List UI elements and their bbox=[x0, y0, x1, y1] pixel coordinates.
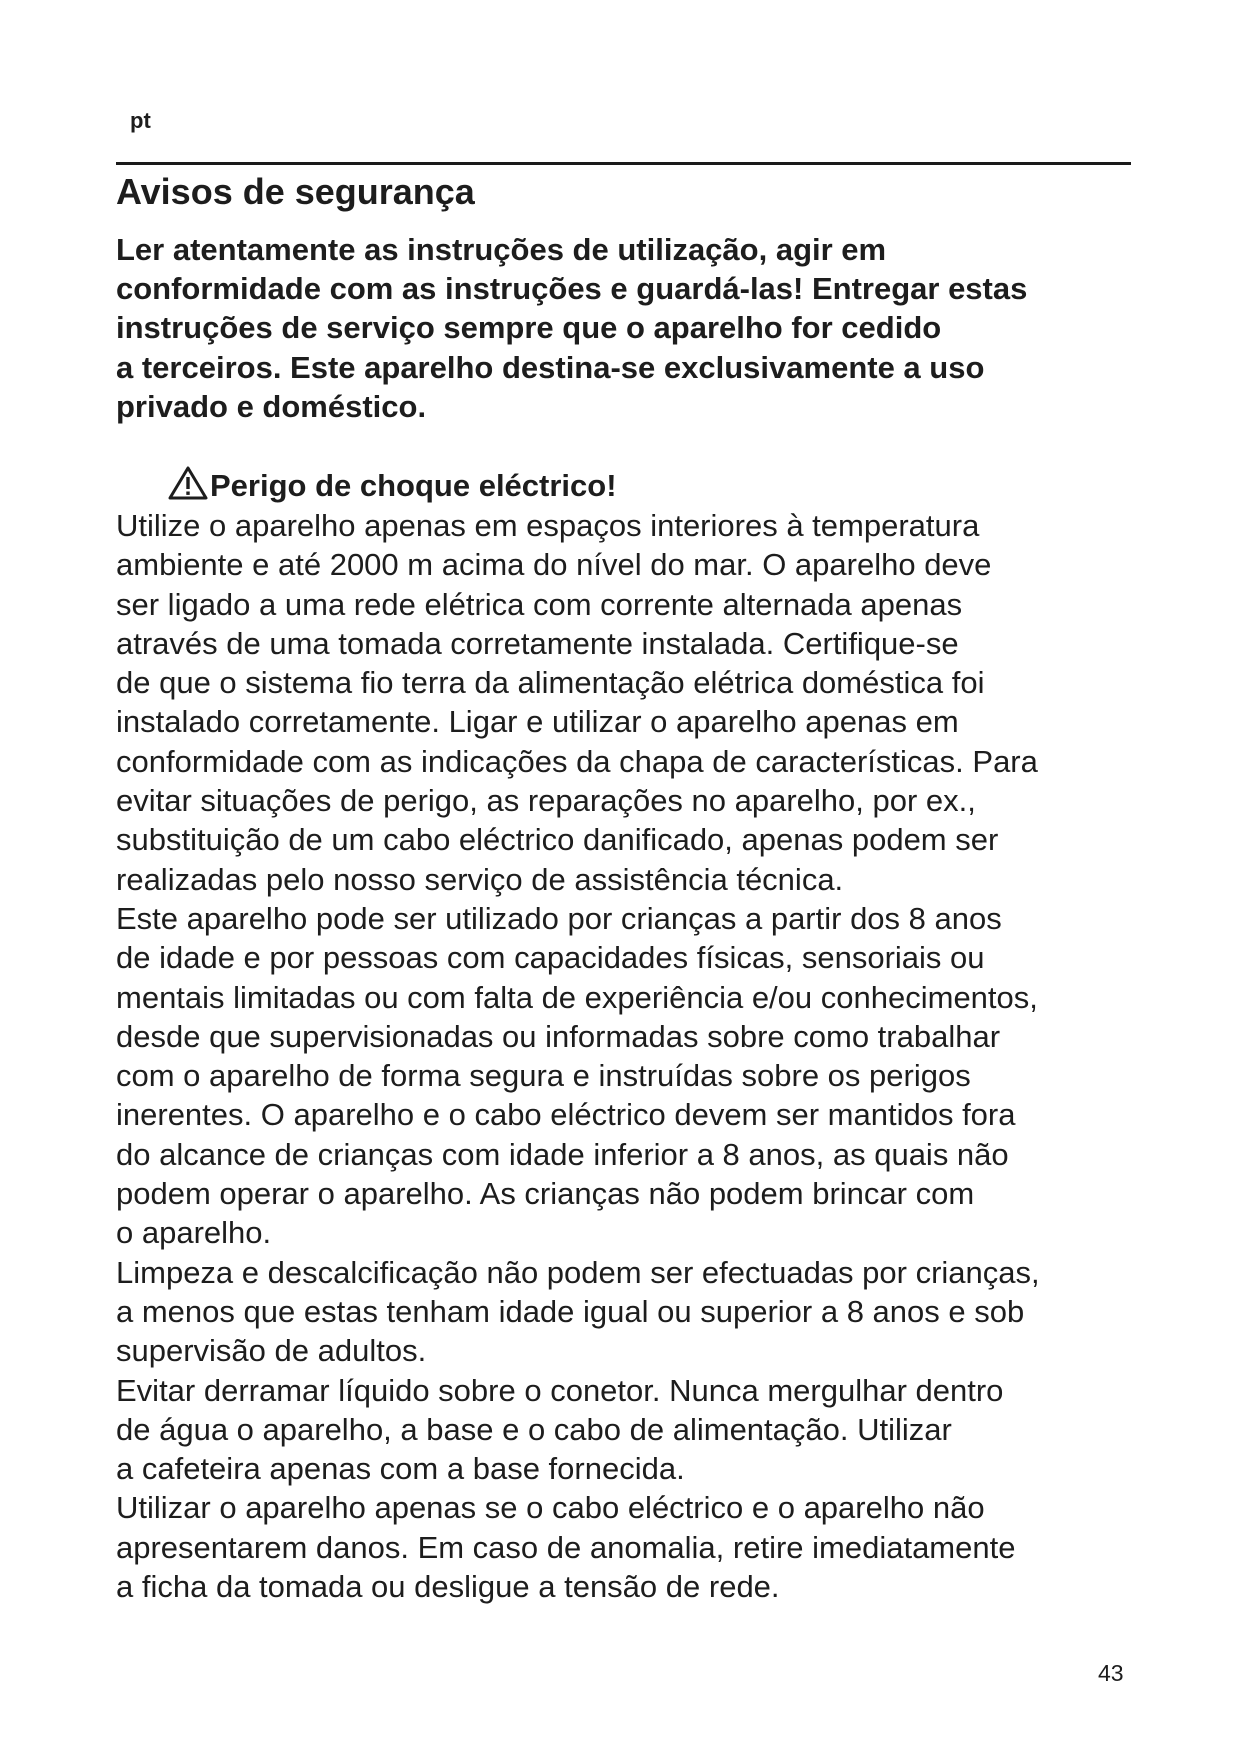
intro-line: privado e doméstico. bbox=[116, 388, 427, 424]
body-line: a ficha da tomada ou desligue a tensão de rede. bbox=[116, 1569, 780, 1605]
intro-line: instruções de serviço sempre que o aparelho for cedido bbox=[116, 310, 942, 346]
body-line: ser ligado a uma rede elétrica com corrente alternada apenas bbox=[116, 586, 963, 622]
warning-heading bbox=[168, 466, 617, 506]
body-line: mentais limitadas ou com falta de experiência e/ou conhecimentos, bbox=[116, 979, 1038, 1015]
body-line: com o aparelho de forma segura e instruídas sobre os perigos bbox=[116, 1058, 971, 1094]
body-line: Evitar derramar líquido sobre o conetor. Nunca mergulhar dentro bbox=[116, 1372, 1004, 1408]
body-line: a cafeteira apenas com a base fornecida. bbox=[116, 1451, 685, 1487]
warning-heading-text: Perigo de choque eléctrico! bbox=[210, 468, 617, 503]
body-line: de que o sistema fio terra da alimentação elétrica doméstica foi bbox=[116, 665, 985, 701]
body-line: apresentarem danos. Em caso de anomalia, retire imediatamente bbox=[116, 1529, 1016, 1565]
body-line: de idade e por pessoas com capacidades físicas, sensoriais ou bbox=[116, 940, 985, 976]
body-line: podem operar o aparelho. As crianças não podem brincar com bbox=[116, 1176, 975, 1212]
intro-line: conformidade com as instruções e guardá-las! Entregar estas bbox=[116, 271, 1028, 307]
body-line: o aparelho. bbox=[116, 1215, 272, 1251]
page-number: 43 bbox=[1098, 1660, 1124, 1686]
body-line: através de uma tomada corretamente instalada. Certifique-se bbox=[116, 625, 959, 661]
body-line: Utilizar o aparelho apenas se o cabo eléctrico e o aparelho não bbox=[116, 1490, 985, 1526]
safety-body bbox=[116, 506, 1156, 1606]
intro-paragraph bbox=[116, 230, 1136, 426]
body-line: inerentes. O aparelho e o cabo eléctrico devem ser mantidos fora bbox=[116, 1097, 1016, 1133]
header-divider bbox=[116, 162, 1131, 165]
body-line: desde que supervisionadas ou informadas sobre como trabalhar bbox=[116, 1018, 1001, 1054]
body-line: Limpeza e descalcificação não podem ser efectuadas por crianças, bbox=[116, 1254, 1040, 1290]
intro-line: a terceiros. Este aparelho destina-se exclusivamente a uso bbox=[116, 349, 985, 385]
page-title: Avisos de segurança bbox=[116, 171, 475, 212]
body-line: do alcance de crianças com idade inferior a 8 anos, as quais não bbox=[116, 1136, 1009, 1172]
body-line: evitar situações de perigo, as reparações no aparelho, por ex., bbox=[116, 783, 976, 819]
intro-line: Ler atentamente as instruções de utilização, agir em bbox=[116, 232, 887, 267]
body-line: Utilize o aparelho apenas em espaços interiores à temperatura bbox=[116, 508, 980, 543]
body-line: Este aparelho pode ser utilizado por crianças a partir dos 8 anos bbox=[116, 900, 1002, 936]
body-line: de água o aparelho, a base e o cabo de alimentação. Utilizar bbox=[116, 1411, 952, 1447]
body-line: conformidade com as indicações da chapa de características. Para bbox=[116, 743, 1038, 779]
body-line: realizadas pelo nosso serviço de assistência técnica. bbox=[116, 861, 844, 897]
body-line: ambiente e até 2000 m acima do nível do mar. O aparelho deve bbox=[116, 547, 992, 583]
body-line: a menos que estas tenham idade igual ou superior a 8 anos e sob bbox=[116, 1293, 1025, 1329]
language-code: pt bbox=[130, 108, 151, 133]
body-line: supervisão de adultos. bbox=[116, 1333, 427, 1369]
warning-triangle-icon bbox=[168, 466, 208, 500]
body-line: instalado corretamente. Ligar e utilizar o aparelho apenas em bbox=[116, 704, 959, 740]
body-line: substituição de um cabo eléctrico danificado, apenas podem ser bbox=[116, 822, 999, 858]
